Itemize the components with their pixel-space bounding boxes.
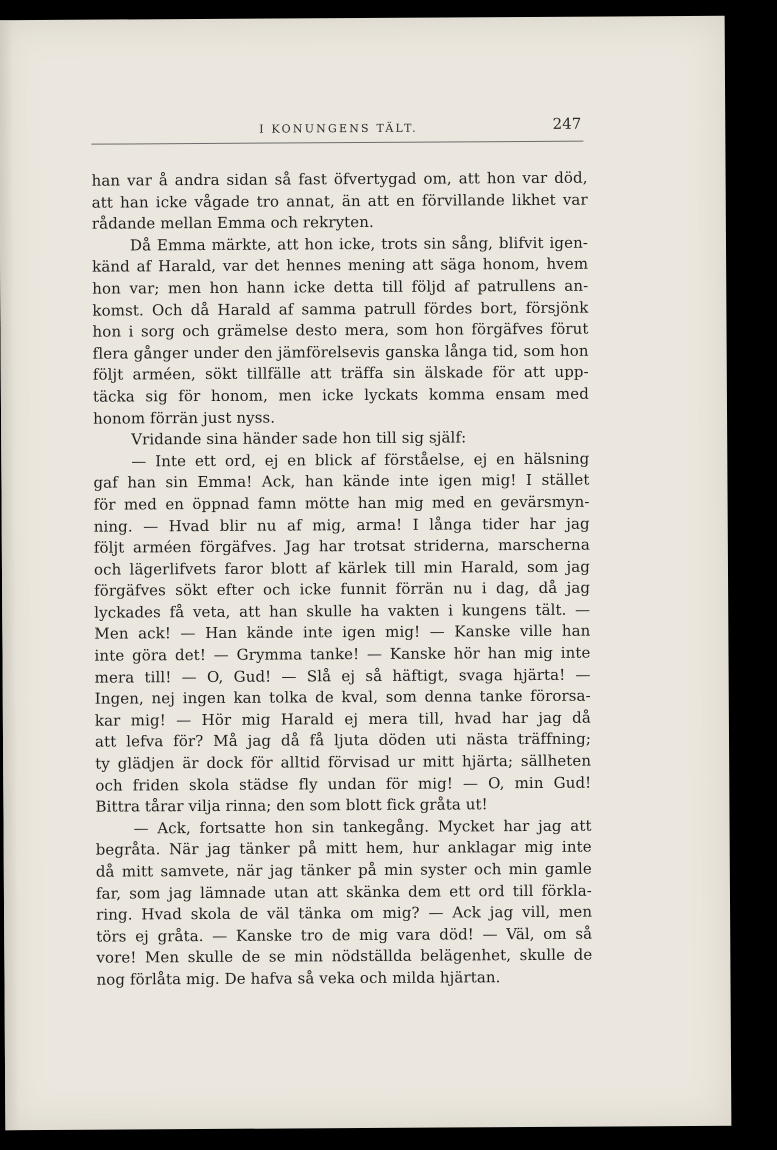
text-line: — Inte ett ord, ej en blick af förståelse, ej en hälsning [131, 449, 590, 471]
running-head: I KONUNGENS TÄLT. [259, 121, 418, 136]
text-line: förgäfves sökt efter och icke funnit förrän nu i dag, då jag [94, 578, 591, 600]
text-line: täcka sig för honom, men icke lyckats komma ensam med [92, 384, 589, 406]
text-line: Då Emma märkte, att hon icke, trots sin sång, blifvit igen- [129, 233, 589, 255]
text-line: hon var; men hon hann icke detta till följd af patrullens an- [92, 276, 589, 298]
text-line: far, som jag lämnade utan att skänka dem ett ord till förkla- [95, 881, 592, 903]
book-page [0, 16, 731, 1130]
text-line: Vridande sina händer sade hon till sig själf: [131, 428, 467, 449]
text-line: honom förrän just nyss. [92, 408, 276, 428]
text-line: Bittra tårar vilja rinna; den som blott fick gråta ut! [95, 795, 488, 816]
text-line: att lefva för? Må jag då få ljuta döden uti nästa träffning; [94, 730, 592, 752]
text-line: Men ack! — Han kände inte igen mig! — Kanske ville han [94, 622, 591, 644]
text-line: hon i sorg och grämelse desto mera, som hon förgäfves förut [92, 319, 589, 341]
text-line: komst. Och då Harald af samma patrull fördes bort, försjönk [92, 298, 589, 320]
text-line: rådande mellan Emma och rekryten. [91, 213, 374, 233]
page-header [91, 115, 583, 145]
text-line: känd af Harald, var det hennes mening att säga honom, hvem [92, 255, 589, 277]
text-line: Ingen, nej ingen kan tolka de kval, som denna tanke förorsa- [94, 686, 591, 708]
text-line: för med en öppnad famn mötte han mig med en gevärsmyn- [93, 492, 590, 514]
text-line: lyckades få veta, att han skulle ha vakten i kungens tält. — [94, 600, 591, 622]
text-line: kar mig! — Hör mig Harald ej mera till, hvad har jag då [94, 708, 591, 730]
text-line: inte göra det! — Grymma tanke! — Kanske hör han mig inte [94, 643, 591, 665]
text-line: att han icke vågade tro annat, än att en förvillande likhet var [91, 190, 588, 212]
text-line: och lägerlifvets faror blott af kärlek till min Harald, som jag [93, 557, 591, 579]
text-line: mera till! — O, Gud! — Slå ej så häftigt, svaga hjärta! — [94, 665, 591, 687]
text-line: begråta. När jag tänker på mitt hem, hur anklagar mig inte [95, 838, 592, 860]
text-line: nog förlåta mig. De hafva så veka och milda hjärtan. [96, 968, 501, 989]
text-line: då mitt samvete, när jag tänker på min syster och min gamle [95, 859, 592, 881]
page-edge-shadow [0, 20, 19, 1130]
text-line: ring. Hvad skola de väl tänka om mig? — Ack jag vill, men [96, 902, 593, 924]
text-line: han var å andra sidan så fast öfvertygad om, att hon var död, [91, 168, 588, 190]
text-line: flera gånger under den jämförelsevis ganska långa tid, som hon [92, 341, 589, 363]
text-line: ning. — Hvad blir nu af mig, arma! I långa tider har jag [93, 514, 590, 536]
text-line: — Ack, fortsatte hon sin tankegång. Mycket har jag att [133, 816, 592, 838]
page-number: 247 [552, 114, 582, 133]
body-text [92, 168, 593, 992]
text-line: och friden skola städse fly undan för mig! — O, min Gud! [95, 773, 592, 795]
text-line: följt arméen förgäfves. Jag har trotsat striderna, marscherna [93, 535, 590, 557]
text-line: törs ej gråta. — Kanske tro de mig vara död! — Väl, om så [96, 924, 593, 946]
text-line: följt arméen, sökt tillfälle att träffa sin älskade för att upp- [92, 362, 589, 385]
text-line: ty glädjen är dock för alltid förvisad ur mitt hjärta; sällheten [95, 751, 592, 773]
text-line: vore! Men skulle de se min nödställda belägenhet, skulle de [96, 945, 593, 968]
text-line: gaf han sin Emma! Ack, han kände inte igen mig! I stället [93, 470, 590, 492]
